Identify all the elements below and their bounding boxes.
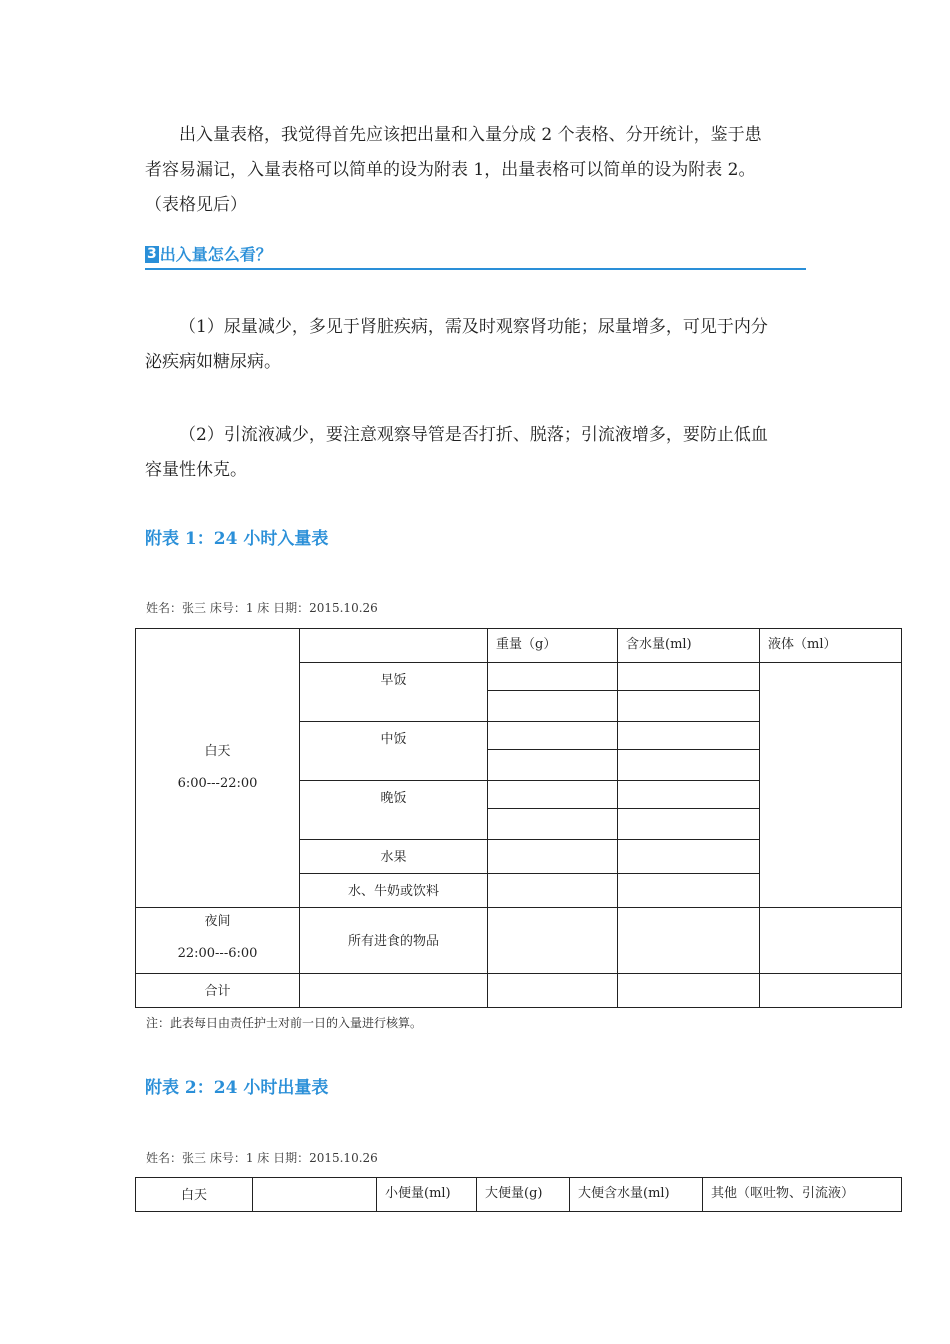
- header-water: 含水量(ml): [618, 629, 760, 663]
- point-2-line-2: 容量性休克。: [145, 460, 247, 480]
- empty-cell: [253, 1178, 377, 1212]
- output-table: [135, 1177, 902, 1212]
- night-cell: [136, 908, 300, 974]
- table-2-title: 附表 2：24 小时出量表: [145, 1078, 329, 1098]
- section-heading-3: [145, 244, 806, 270]
- data-cell: [618, 908, 760, 974]
- table-row: [136, 1178, 902, 1212]
- data-cell: [618, 840, 760, 874]
- day-label: 白天: [204, 744, 231, 759]
- point-1-line-1: （1）尿量减少，多见于肾脏疾病，需及时观察肾功能；尿量增多，可见于内分: [179, 317, 768, 337]
- data-cell: [488, 781, 618, 809]
- day-time: 6:00---22:00: [177, 776, 258, 791]
- data-cell: [618, 722, 760, 750]
- intake-table: [135, 628, 902, 1008]
- data-cell: [300, 974, 488, 1008]
- point-1-paragraph: [145, 310, 810, 380]
- table-1-meta: 姓名：张三 床号：1 床 日期：2015.10.26: [146, 601, 378, 615]
- data-cell: [488, 908, 618, 974]
- data-cell: [618, 750, 760, 781]
- data-cell: [488, 691, 618, 722]
- total-cell: 合计: [136, 974, 300, 1008]
- intro-line-2: 者容易漏记，入量表格可以简单的设为附表 1，出量表格可以简单的设为附表 2。: [145, 160, 756, 180]
- header-other: 其他（呕吐物、引流液）: [703, 1178, 902, 1212]
- data-cell: [618, 974, 760, 1008]
- intro-line-1: 出入量表格，我觉得首先应该把出量和入量分成 2 个表格、分开统计，鉴于患: [179, 125, 762, 145]
- liquid-day-cell: [760, 663, 902, 908]
- intro-paragraph: [145, 118, 810, 223]
- drinks-cell: 水、牛奶或饮料: [300, 874, 488, 908]
- data-cell: [760, 974, 902, 1008]
- breakfast-cell: 早饭: [300, 663, 488, 722]
- point-1-line-2: 泌疾病如糖尿病。: [145, 352, 281, 372]
- section-title: 出入量怎么看？: [159, 245, 272, 264]
- table-1-title: 附表 1：24 小时入量表: [145, 529, 329, 549]
- night-label: 夜间: [204, 914, 231, 929]
- header-stool: 大便量(g): [477, 1178, 570, 1212]
- data-cell: [618, 809, 760, 840]
- data-cell: [618, 691, 760, 722]
- table-2-meta: 姓名：张三 床号：1 床 日期：2015.10.26: [146, 1151, 378, 1165]
- data-cell: [488, 874, 618, 908]
- point-2-paragraph: [145, 418, 810, 488]
- table-row: [136, 974, 902, 1008]
- lunch-cell: 中饭: [300, 722, 488, 781]
- data-cell: [760, 908, 902, 974]
- table-row: [136, 908, 902, 974]
- fruit-cell: 水果: [300, 840, 488, 874]
- header-urine: 小便量(ml): [377, 1178, 477, 1212]
- header-weight: 重量（g）: [488, 629, 618, 663]
- data-cell: [488, 840, 618, 874]
- dinner-cell: 晚饭: [300, 781, 488, 840]
- day-cell: [136, 629, 300, 908]
- data-cell: [488, 809, 618, 840]
- data-cell: [618, 874, 760, 908]
- data-cell: [488, 722, 618, 750]
- day-cell: 白天: [136, 1178, 253, 1212]
- intro-line-3: （表格见后）: [145, 195, 247, 215]
- table-1-note: 注：此表每日由责任护士对前一日的入量进行核算。: [146, 1016, 423, 1030]
- data-cell: [488, 750, 618, 781]
- data-cell: [488, 663, 618, 691]
- data-cell: [618, 663, 760, 691]
- table-row: [136, 629, 902, 663]
- empty-cell: [300, 629, 488, 663]
- night-items-cell: 所有进食的物品: [300, 908, 488, 974]
- header-stool-water: 大便含水量(ml): [570, 1178, 703, 1212]
- night-time: 22:00---6:00: [177, 946, 258, 961]
- point-2-line-1: （2）引流液减少，要注意观察导管是否打折、脱落；引流液增多，要防止低血: [179, 425, 768, 445]
- data-cell: [618, 781, 760, 809]
- header-liquid: 液体（ml）: [760, 629, 902, 663]
- section-number-badge: 3: [147, 246, 157, 262]
- data-cell: [488, 974, 618, 1008]
